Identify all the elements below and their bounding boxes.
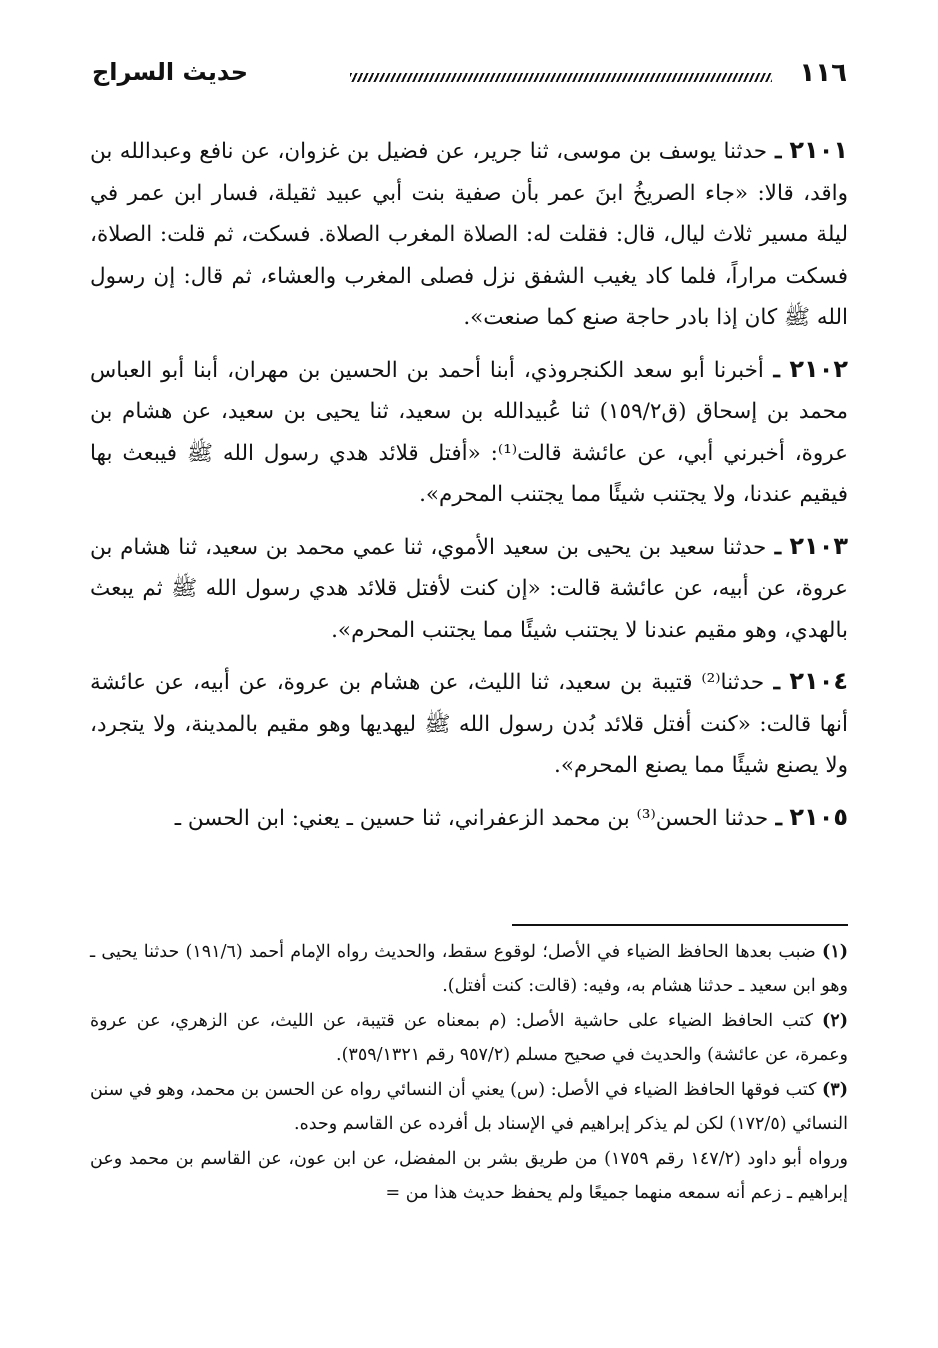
- footnote-text: كتب الحافظ الضياء على حاشية الأصل: (م بمعناه عن قتيبة، عن الليث، عن الزهري، عن عروة وعمرة، عن عائشة) والحديث في صحيح مسلم (٩٥٧/٢ رقم ٣٥٩/١٣٢١).: [90, 1011, 848, 1065]
- header-decorative-rule: [350, 73, 772, 82]
- hadith-2104: ٢١٠٤ ـ حدثنا⁽²⁾ قتيبة بن سعيد، ثنا الليث، عن هشام بن عروة، عن أبيه، عن عائشة أنها قالت: «كنت أفتل قلائد بُدن رسول الله ﷺ ليهديها وهو مقيم بالمدينة، ولا يتجرد، ولا يصنع شيئًا مما يصنع المحرم».: [90, 667, 848, 778]
- footnote-mark: (١): [822, 942, 848, 962]
- hadith-2101: ٢١٠١ ـ حدثنا يوسف بن موسى، ثنا جرير، عن فضيل بن غزوان، عن نافع وعبدالله بن واقد، قالا: «جاء الصريخُ ابنَ عمر بأن صفية بنت أبي عبيد ثقيلة، فسار ابن عمر في ليلة مسير ثلاث ليال، قال: فقلت له: الصلاة المغرب الصلاة. فسكت، ثم قلت: الصلاة، فسكت مراراً، فلما كاد يغيب الشفق نزل فصلى المغرب والعشاء، ثم قال: إن رسول الله ﷺ كان إذا بادر حاجة صنع كما صنعت».: [90, 136, 848, 330]
- hadith-2102: ٢١٠٢ ـ أخبرنا أبو سعد الكنجروذي، أبنا أحمد بن الحسين بن مهران، أبنا أبو العباس محمد بن إسحاق (ق١٥٩/٢) ثنا عُبيدالله بن سعيد، ثنا يحيى بن سعيد، عن هشام بن عروة، أخبرني أبي، عن عائشة قالت⁽¹⁾: «أفتل قلائد هدي رسول الله ﷺ فيبعث بها فيقيم عندنا، ولا يجتنب شيئًا مما يجتنب المحرم».: [90, 354, 848, 507]
- hadith-text: حدثنا⁽²⁾ قتيبة بن سعيد، ثنا الليث، عن هشام بن عروة، عن أبيه، عن عائشة أنها قالت: «كنت أفتل قلائد بُدن رسول الله ﷺ ليهديها وهو مقيم بالمدينة، ولا يتجرد، ولا يصنع شيئًا مما يصنع المحرم».: [90, 670, 848, 778]
- hadith-text: حدثنا سعيد بن يحيى بن سعيد الأموي، ثنا عمي محمد بن سعيد، ثنا هشام بن عروة، عن أبيه، عن عائشة قالت: «إن كنت لأفتل قلائد هدي رسول الله ﷺ ثم يبعث بالهدي، وهو مقيم عندنا لا يجتنب شيئًا مما يجتنب المحرم».: [90, 534, 848, 643]
- hadith-2105: ٢١٠٥ ـ حدثنا الحسن⁽³⁾ بن محمد الزعفراني، ثنا حسين ـ يعني: ابن الحسن ـ: [174, 802, 848, 831]
- footnote-text: كتب فوقها الحافظ الضياء في الأصل: (س) يعني أن النسائي رواه عن الحسن بن محمد، وهو في سنن النسائي (١٧٢/٥) لكن لم يذكر إبراهيم في الإسناد بل أفرده عن القاسم وحده.: [90, 1080, 848, 1134]
- hadith-number: ٢١٠٣: [789, 531, 848, 560]
- hadith-number: ٢١٠١: [789, 136, 848, 164]
- footnote-text: ضبب بعدها الحافظ الضياء في الأصل؛ لوقوع سقط، والحديث رواه الإمام أحمد (١٩١/٦) حدثنا يحيى ـ وهو ابن سعيد ـ حدثنا هشام به، وفيه: (قالت: كنت أفتل).: [90, 942, 848, 996]
- hadith-text: حدثنا يوسف بن موسى، ثنا جرير، عن فضيل بن غزوان، عن نافع وعبدالله بن واقد، قالا: «جاء الصريخُ ابنَ عمر بأن صفية بنت أبي عبيد ثقيلة، فسار ابن عمر في ليلة مسير ثلاث ليال، قال: فقلت له: الصلاة المغرب الصلاة. فسكت، ثم قلت: الصلاة، فسكت مراراً، فلما كاد يغيب الشفق نزل فصلى المغرب والعشاء، ثم قال: إن رسول الله ﷺ كان إذا بادر حاجة صنع كما صنعت».: [90, 139, 848, 330]
- footnote-1: [90, 936, 848, 1003]
- footnote-3: [90, 1074, 848, 1141]
- hadith-text: حدثنا الحسن⁽³⁾ بن محمد الزعفراني، ثنا حسين ـ يعني: ابن الحسن ـ: [174, 805, 769, 831]
- hadith-text: أخبرنا أبو سعد الكنجروذي، أبنا أحمد بن الحسين بن مهران، أبنا أبو العباس محمد بن إسحاق (ق١٥٩/٢) ثنا عُبيدالله بن سعيد، ثنا يحيى بن سعيد، عن هشام بن عروة، أخبرني أبي، عن عائشة قالت⁽¹⁾: «أفتل قلائد هدي رسول الله ﷺ فيبعث بها فيقيم عندنا، ولا يجتنب شيئًا مما يجتنب المحرم».: [90, 357, 848, 507]
- hadith-2103: ٢١٠٣ ـ حدثنا سعيد بن يحيى بن سعيد الأموي، ثنا عمي محمد بن سعيد، ثنا هشام بن عروة، عن أبيه، عن عائشة قالت: «إن كنت لأفتل قلائد هدي رسول الله ﷺ ثم يبعث بالهدي، وهو مقيم عندنا لا يجتنب شيئًا مما يجتنب المحرم».: [90, 531, 848, 643]
- footnote-separator: [512, 924, 848, 926]
- footnote-text: ورواه أبو داود (١٤٧/٢ رقم ١٧٥٩) من طريق بشر بن المفضل، عن ابن عون، عن القاسم بن محمد وعن إبراهيم ـ زعم أنه سمعه منهما جميعًا ولم يحفظ حديث هذا من =: [90, 1149, 849, 1203]
- running-title: حديث السراج: [92, 58, 249, 86]
- footnote-mark: (٢): [822, 1011, 848, 1031]
- running-header: [92, 58, 847, 92]
- hadith-number: ٢١٠٤: [789, 667, 848, 695]
- page-number: ١١٦: [799, 58, 847, 88]
- footnote-mark: (٣): [822, 1080, 848, 1100]
- footnote-2: [90, 1005, 848, 1072]
- hadith-number: ٢١٠٢: [789, 354, 848, 383]
- footnotes: [90, 936, 848, 1212]
- footnote-3-continued: [90, 1143, 848, 1210]
- main-text: [90, 130, 848, 849]
- hadith-number: ٢١٠٥: [789, 802, 848, 831]
